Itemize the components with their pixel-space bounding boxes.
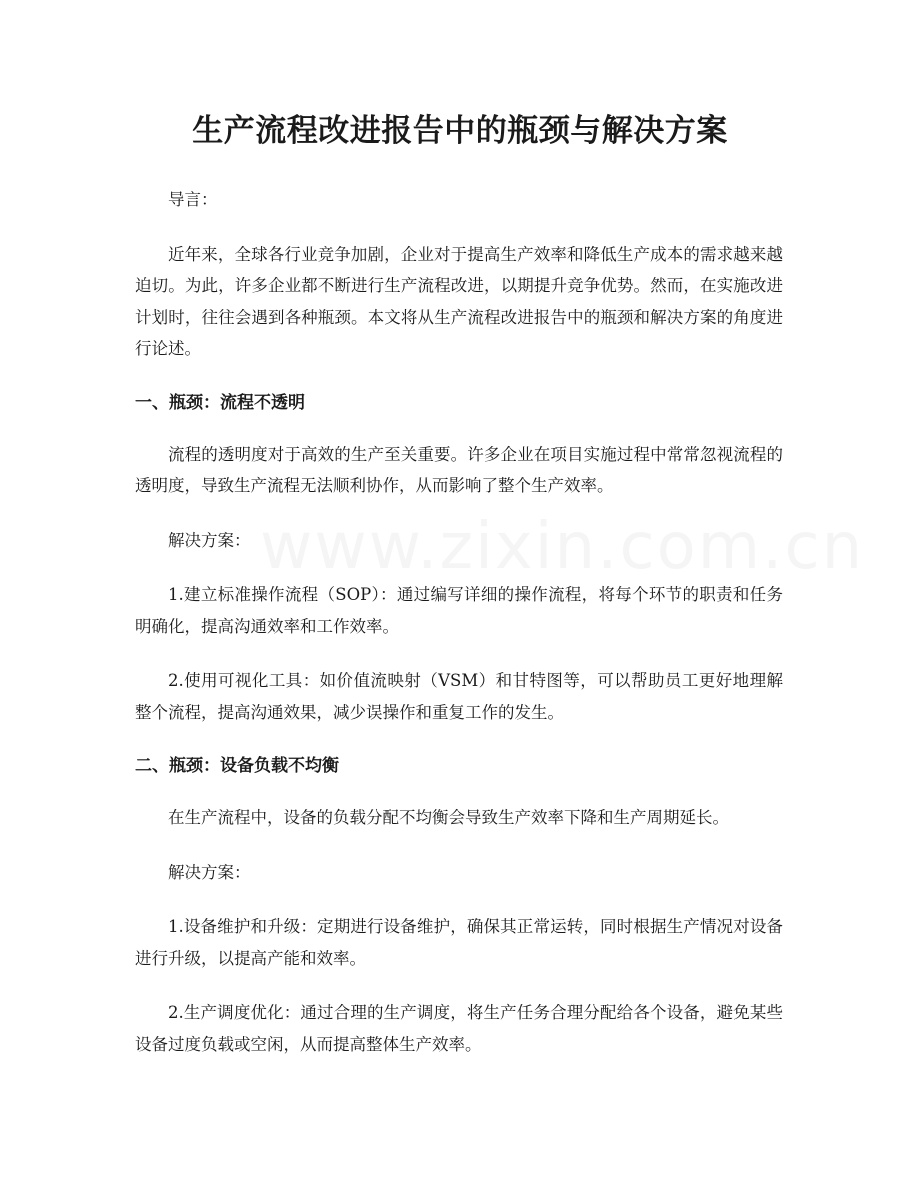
document-body: [135, 184, 783, 1083]
section-2-solution-label: 解决方案：: [168, 862, 251, 882]
section-heading-1: 一、瓶颈：流程不透明: [135, 392, 305, 413]
document-title: 生产流程改进报告中的瓶颈与解决方案: [192, 113, 728, 149]
section-1-solution-2: 2.使用可视化工具：如价值流映射（VSM）和甘特图等，可以帮助员工更好地理解整个流程，提高沟通效果，减少误操作和重复工作的发生。: [135, 671, 783, 722]
watermark: www.zixin.com.cn: [260, 510, 865, 584]
section-1-solution-label: 解决方案：: [168, 530, 251, 550]
section-1-description: 流程的透明度对于高效的生产至关重要。许多企业在项目实施过程中常常忽视流程的透明度，导致生产流程无法顺利协作，从而影响了整个生产效率。: [135, 444, 783, 495]
intro-label: 导言：: [168, 190, 218, 209]
section-1-solution-1: 1.建立标准操作流程（SOP）：通过编写详细的操作流程，将每个环节的职责和任务明确化，提高沟通效率和工作效率。: [135, 585, 783, 636]
section-2-description: 在生产流程中，设备的负载分配不均衡会导致生产效率下降和生产周期延长。: [168, 808, 729, 827]
section-heading-2: 二、瓶颈：设备负载不均衡: [135, 756, 339, 776]
section-2-solution-1: 1.设备维护和升级：定期进行设备维护，确保其正常运转，同时根据生产情况对设备进行升级，以提高产能和效率。: [135, 917, 783, 968]
section-2-solution-2: 2.生产调度优化：通过合理的生产调度，将生产任务合理分配给各个设备，避免某些设备过度负载或空闲，从而提高整体生产效率。: [135, 1003, 783, 1054]
intro-paragraph: 近年来，全球各行业竞争加剧，企业对于提高生产效率和降低生产成本的需求越来越迫切。为此，许多企业都不断进行生产流程改进，以期提升竞争优势。然而，在实施改进计划时，往往会遇到各种瓶颈。本文将从生产流程改进报告中的瓶颈和解决方案的角度进行论述。: [135, 244, 783, 358]
